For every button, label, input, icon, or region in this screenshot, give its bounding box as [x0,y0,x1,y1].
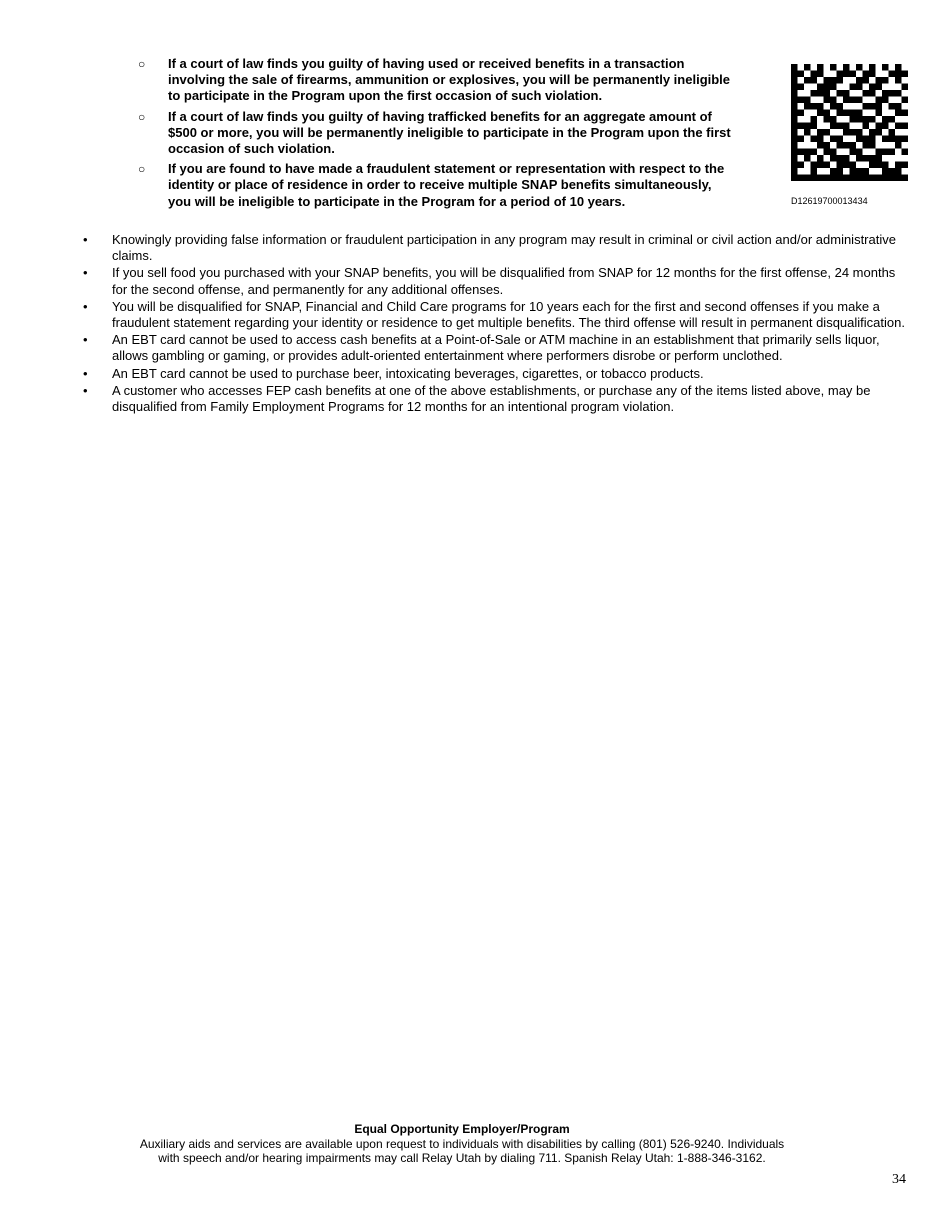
barcode-module [830,175,837,182]
barcode-module [863,123,870,130]
barcode-module [830,168,837,175]
barcode-module [876,149,883,156]
barcode-module [876,129,883,136]
bullet-icon: • [83,332,88,348]
barcode-module [837,90,844,97]
barcode-module [889,136,896,143]
barcode-module [863,77,870,84]
sub-list-item [138,161,738,210]
bullet-icon: • [83,265,88,281]
sub-list [138,56,738,214]
barcode-module [791,149,798,156]
circle-bullet-icon: ○ [138,162,146,177]
barcode-module [850,129,857,136]
barcode-module [889,129,896,136]
barcode-module [837,175,844,182]
barcode-module [791,103,798,110]
barcode-module [811,71,818,78]
barcode-module [837,136,844,143]
barcode-module [837,142,844,149]
barcode-module [856,116,863,123]
barcode-module [830,103,837,110]
barcode-module [804,123,811,130]
barcode-module [869,142,876,149]
barcode-module [895,123,902,130]
barcode-module [902,84,909,91]
barcode-module [856,97,863,104]
barcode-module [791,168,798,175]
barcode-module [811,168,818,175]
barcode-module [830,116,837,123]
barcode-module [824,149,831,156]
bullet-text: A customer who accesses FEP cash benefits at one of the above establishments, or purchase any of the items listed above, may be disqualified from Family Employment Programs for 12 months for an intentional program violation. [112,382,871,415]
barcode-module [869,84,876,91]
bullet-icon: • [83,298,88,314]
barcode-module [882,162,889,169]
barcode-module [798,84,805,91]
barcode-module [791,129,798,136]
barcode-module [817,142,824,149]
barcode-module [876,84,883,91]
barcode-module [889,149,896,156]
barcode-module [876,77,883,84]
sub-list-item [138,56,738,105]
barcode-module [837,71,844,78]
barcode-module [902,175,909,182]
barcode-module [902,149,909,156]
barcode-module [902,71,909,78]
barcode-module [902,123,909,130]
barcode-module [811,149,818,156]
barcode-module [791,71,798,78]
barcode-module [791,64,798,71]
barcode-module [889,175,896,182]
barcode-module [889,168,896,175]
barcode-module [869,155,876,162]
barcode-module [804,129,811,136]
barcode-module [895,103,902,110]
barcode-module [869,162,876,169]
barcode-module [850,149,857,156]
barcode-module [830,123,837,130]
barcode-module [902,136,909,143]
barcode-module [895,175,902,182]
barcode-module [876,103,883,110]
barcode-module [817,71,824,78]
barcode-module [843,97,850,104]
bullet-text: An EBT card cannot be used to purchase beer, intoxicating beverages, cigarettes, or tobacco products. [112,365,704,381]
barcode-module [863,103,870,110]
barcode-module [804,155,811,162]
barcode-module [856,110,863,117]
barcode-module [869,71,876,78]
barcode-module [824,84,831,91]
barcode-module [811,77,818,84]
barcode-module [830,97,837,104]
barcode-module [843,129,850,136]
barcode-module [811,162,818,169]
barcode-module [863,168,870,175]
bullet-icon: • [83,382,88,398]
barcode-module [882,123,889,130]
barcode-module [804,149,811,156]
barcode-module [895,71,902,78]
barcode-module [843,175,850,182]
bullet-icon: • [83,365,88,381]
barcode-module [902,110,909,117]
barcode-module [791,116,798,123]
barcode-module [869,64,876,71]
barcode-module [824,162,831,169]
sub-item-text: If a court of law finds you guilty of having trafficked benefits for an aggregate amount of $500 or more, you will be permanently ineligible to participate in the Program upon the first occasion of such violation. [168,108,731,157]
barcode-module [882,97,889,104]
page-number: 34 [892,1172,906,1187]
barcode-module [895,90,902,97]
barcode-module [817,90,824,97]
barcode-module [798,162,805,169]
barcode-module [856,175,863,182]
barcode-module [824,97,831,104]
barcode-module [843,123,850,130]
barcode-module [882,136,889,143]
barcode-module [876,97,883,104]
barcode-module [804,175,811,182]
bullet-item [82,299,912,331]
sub-item-text: If you are found to have made a fraudulent statement or representation with respect to the identity or place of residence in order to receive multiple SNAP benefits simultaneously, you will be ineligible to participate in the Program for a period of 10 years. [168,161,725,209]
barcode-module [798,110,805,117]
barcode-module [856,149,863,156]
barcode-module [882,175,889,182]
barcode-module [824,90,831,97]
barcode-module [863,116,870,123]
barcode-module [876,110,883,117]
barcode-module [895,77,902,84]
barcode-module [837,123,844,130]
barcode-module [863,136,870,143]
circle-bullet-icon: ○ [138,57,146,71]
barcode-module [876,175,883,182]
barcode-module [798,97,805,104]
barcode-module [843,64,850,71]
barcode-module [798,149,805,156]
barcode-module [850,168,857,175]
barcode-module [811,136,818,143]
barcode-module [869,116,876,123]
barcode-module [811,123,818,130]
barcode-module [876,155,883,162]
barcode-module [817,162,824,169]
barcode-module [856,64,863,71]
circle-bullet-icon: ○ [138,109,146,124]
barcode-module [863,155,870,162]
barcode-module [824,110,831,117]
bullet-item [82,232,912,264]
barcode-module [863,90,870,97]
barcode-module [843,110,850,117]
barcode-module [804,64,811,71]
barcode-module [817,103,824,110]
barcode-module [850,142,857,149]
barcode-module [811,103,818,110]
barcode-module [811,175,818,182]
barcode-module [902,97,909,104]
barcode-module [791,142,798,149]
barcode-module [830,155,837,162]
sub-item-text: If a court of law finds you guilty of having used or received benefits in a transaction involving the sale of firearms, ammunition or explosives, you will be permanently ineligible to participate in the Program upon the first occasion of such violation. [168,56,731,104]
bullet-item [82,383,912,415]
barcode-module [850,84,857,91]
sub-list-item [138,109,738,158]
barcode-module [850,110,857,117]
footer-line: with speech and/or hearing impairments may call Relay Utah by dialing 711. Spanish Relay Utah: 1-888-346-3162. [158,1151,766,1166]
barcode-module [850,162,857,169]
barcode-module [889,103,896,110]
barcode-module [843,162,850,169]
barcode-module [830,136,837,143]
barcode-module [850,71,857,78]
barcode-module [895,162,902,169]
barcode-module [869,129,876,136]
barcode-module [869,175,876,182]
bullet-item [82,265,912,297]
barcode-module [850,116,857,123]
barcode-module [830,64,837,71]
barcode-module [837,77,844,84]
bullet-text: Knowingly providing false information or fraudulent participation in any program may result in criminal or civil action and/or administrative claims. [112,232,896,264]
barcode-module [856,129,863,136]
barcode-module [882,90,889,97]
barcode-module [837,162,844,169]
barcode-module [804,77,811,84]
barcode-module [837,103,844,110]
bullet-text: An EBT card cannot be used to access cash benefits at a Point-of-Sale or ATM machine in an establishment that primarily sells liquor, allows gambling or gaming, or provides adult-oriented entertainment where performers disrobe or perform unclothed. [112,332,880,364]
bullet-item [82,366,912,382]
barcode-module [804,97,811,104]
barcode-module [895,142,902,149]
barcode-module [811,90,818,97]
barcode-module [824,175,831,182]
datamatrix-barcode [791,64,908,181]
bullet-icon: • [83,232,88,247]
barcode-module [895,64,902,71]
barcode-module [817,129,824,136]
barcode-module [824,129,831,136]
barcode-module [843,142,850,149]
footer [0,1122,924,1166]
barcode-module [791,155,798,162]
bullet-list [82,232,912,416]
barcode-module [889,116,896,123]
barcode-module [863,142,870,149]
barcode-module [824,142,831,149]
barcode-module [798,175,805,182]
barcode-module [817,64,824,71]
barcode-module [882,149,889,156]
bullet-text: You will be disqualified for SNAP, Financial and Child Care programs for 10 years each for the first and second offenses if you make a fraudulent statement regarding your identity or residence to get multiple benefits. The third offense will result in permanent disqualification. [112,298,905,331]
barcode-module [876,162,883,169]
barcode-module [798,123,805,130]
barcode-module [798,136,805,143]
barcode-module [863,175,870,182]
barcode-module [824,77,831,84]
barcode-module [882,64,889,71]
barcode-module [843,90,850,97]
barcode-module [856,168,863,175]
barcode-module [798,71,805,78]
barcode-module [817,136,824,143]
barcode-module [830,149,837,156]
barcode-module [817,84,824,91]
barcode-module [869,90,876,97]
barcode-module [817,110,824,117]
barcode-module [837,110,844,117]
barcode-module [791,97,798,104]
barcode-module [791,90,798,97]
barcode-module [856,136,863,143]
barcode-module [791,162,798,169]
bullet-item [82,332,912,364]
barcode-module [843,71,850,78]
barcode-module [850,175,857,182]
bullet-text: If you sell food you purchased with your SNAP benefits, you will be disqualified from SNAP for 12 months for the first offense, 24 months for the second offense, and permanently for any additional offenses. [112,265,896,297]
barcode-module [856,77,863,84]
barcode-module [876,123,883,130]
barcode-module [869,103,876,110]
barcode-id: D12619700013434 [791,196,868,206]
barcode-module [817,175,824,182]
footer-title: Equal Opportunity Employer/Program [354,1122,570,1136]
barcode-module [863,71,870,78]
barcode-module [791,136,798,143]
footer-line: Auxiliary aids and services are available upon request to individuals with disabilities by calling (801) 526-9240. Individuals [139,1136,785,1151]
barcode-module [889,90,896,97]
barcode-module [902,162,909,169]
barcode-module [869,136,876,143]
barcode-module [811,116,818,123]
barcode-module [843,155,850,162]
barcode-module [791,110,798,117]
barcode-module [889,71,896,78]
barcode-module [856,155,863,162]
barcode-module [895,168,902,175]
barcode-module [882,116,889,123]
barcode-module [830,77,837,84]
barcode-module [817,155,824,162]
barcode-module [791,84,798,91]
barcode-module [791,123,798,130]
barcode-module [837,155,844,162]
barcode-module [895,136,902,143]
barcode-module [804,103,811,110]
barcode-module [882,168,889,175]
barcode-module [850,97,857,104]
barcode-module [895,110,902,117]
barcode-module [856,84,863,91]
barcode-module [882,77,889,84]
barcode-module [837,168,844,175]
barcode-module [824,116,831,123]
barcode-module [830,84,837,91]
barcode-module [791,175,798,182]
barcode-module [791,77,798,84]
